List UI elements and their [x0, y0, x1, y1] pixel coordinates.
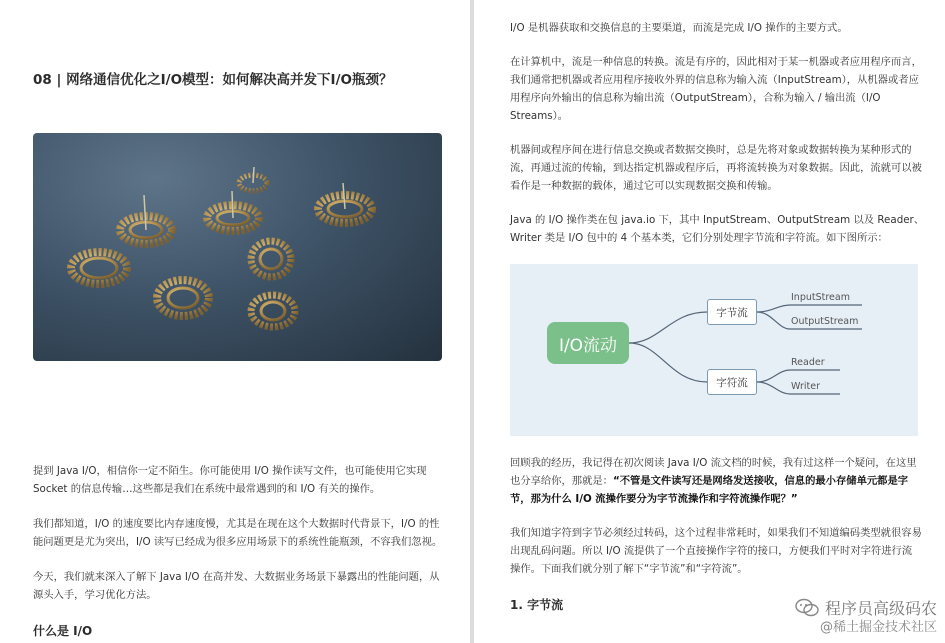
right-paragraph-3-line-1: 机器间或程序间在进行信息交换或者数据交换时，总是先将对象或数据转换为某种形式的 [510, 144, 912, 156]
right-paragraph-3-line-3: 看作是一种数据的载体，通过它可以实现数据交换和传输。 [510, 180, 778, 192]
intro-paragraph-1-line-1: 提到 Java I/O，相信你一定不陌生。你可能使用 I/O 操作读写文件，也可能使用它实现 [33, 465, 427, 477]
right-paragraph-2 [510, 53, 922, 125]
intro-paragraph-1-line-2: Socket 的信息传输…这些都是我们在系统中最常遇到的和 I/O 有关的操作。 [33, 483, 381, 495]
right-paragraph-5-quote-part-2: 节，那为什么 I/O 流操作要分为字节流操作和字符流操作呢？” [510, 493, 798, 505]
watermark [795, 596, 937, 635]
right-paragraph-2-line-1: 在计算机中，流是一种信息的转换。流是有序的，因此相对于某一机器或者应用程序而言， [510, 56, 922, 68]
right-paragraph-6-line-3: 操作。下面我们就分别了解下“字节流”和“字符流”。 [510, 563, 748, 575]
right-paragraph-1: I/O 是机器获取和交换信息的主要渠道，而流是完成 I/O 操作的主要方式。 [510, 22, 848, 34]
article-title: 08 | 网络通信优化之I/O模型：如何解决高并发下I/O瓶颈？ [33, 72, 393, 88]
right-paragraph-2-line-3: 用程序向外输出的信息称为输出流（OutputStream），合称为输入 / 输出流（I/O [510, 92, 881, 104]
section-heading-what-is-io: 什么是 I/O [33, 624, 93, 638]
intro-paragraph-2 [33, 515, 442, 551]
intro-paragraph-3-line-2: 源头入手，学习优化方法。 [33, 589, 157, 601]
wechat-icon [795, 598, 819, 618]
io-stream-diagram [510, 264, 918, 436]
right-paragraph-3 [510, 141, 922, 195]
intro-paragraph-1 [33, 462, 427, 498]
intro-paragraph-2-line-1: 我们都知道，I/O 的速度要比内存速度慢，尤其是在现在这个大数据时代背景下，I/O 的性 [33, 518, 440, 530]
gears-illustration [33, 133, 442, 361]
watermark-main-text: 程序员高级码农 [824, 599, 937, 618]
intro-paragraph-3-line-1: 今天，我们就来深入了解下 Java I/O 在高并发、大数据业务场景下暴露出的性能问题，从 [33, 571, 440, 583]
diagram-leaf-outputstream: OutputStream [791, 316, 859, 327]
right-paragraph-5-quote-part-1: “不管是文件读写还是网络发送接收，信息的最小存储单元都是字 [612, 475, 909, 487]
right-paragraph-6-line-2: 出现乱码问题。所以 I/O 流提供了一个直接操作字符的接口，方便我们平时对字符进行流 [510, 545, 913, 557]
right-paragraph-6-line-1: 我们知道字符到字节必须经过转码，这个过程非常耗时，如果我们不知道编码类型就很容易 [510, 527, 922, 539]
right-paragraph-5 [510, 454, 917, 508]
right-paragraph-2-line-4: Streams）。 [510, 110, 569, 122]
right-paragraph-2-line-2: 我们通常把机器或者应用程序接收外界的信息称为输入流（InputStream），从机器或者应 [510, 74, 919, 86]
section-heading-byte-stream: 1. 字节流 [510, 598, 564, 612]
gears-photo [33, 133, 442, 361]
right-paragraph-6 [510, 524, 922, 578]
right-paragraph-4-line-2: Writer 类是 I/O 包中的 4 个基本类，它们分别处理字节流和字符流。如下图所示： [510, 232, 888, 244]
watermark-sub-text: @稀土掘金技术社区 [819, 620, 937, 635]
left-page [0, 0, 470, 643]
right-paragraph-5-line-1: 回顾我的经历，我记得在初次阅读 Java I/O 流文档的时候，我有过这样一个疑问，在这里 [510, 457, 917, 469]
diagram-node-byte-stream: 字节流 [707, 299, 757, 325]
right-paragraph-3-line-2: 流，再通过流的传输，到达指定机器或程序后，再将流转换为对象数据。因此，流就可以被 [510, 162, 922, 174]
diagram-leaf-inputstream: InputStream [791, 292, 850, 303]
intro-paragraph-2-line-2: 能问题更是尤为突出，I/O 读写已经成为很多应用场景下的系统性能瓶颈，不容我们忽视。 [33, 536, 443, 548]
right-page [474, 0, 945, 643]
diagram-node-char-stream: 字符流 [707, 369, 757, 395]
diagram-leaf-writer: Writer [791, 381, 820, 392]
diagram-root-io-flow: I/O流动 [547, 322, 629, 364]
right-paragraph-4-line-1: Java 的 I/O 操作类在包 java.io 下，其中 InputStream、OutputStream 以及 Reader、 [510, 214, 925, 226]
intro-paragraph-3 [33, 568, 440, 604]
right-paragraph-5-line-2: 也分享给你，那就是： [510, 475, 613, 487]
right-paragraph-4 [510, 211, 924, 247]
diagram-leaf-reader: Reader [791, 357, 825, 368]
